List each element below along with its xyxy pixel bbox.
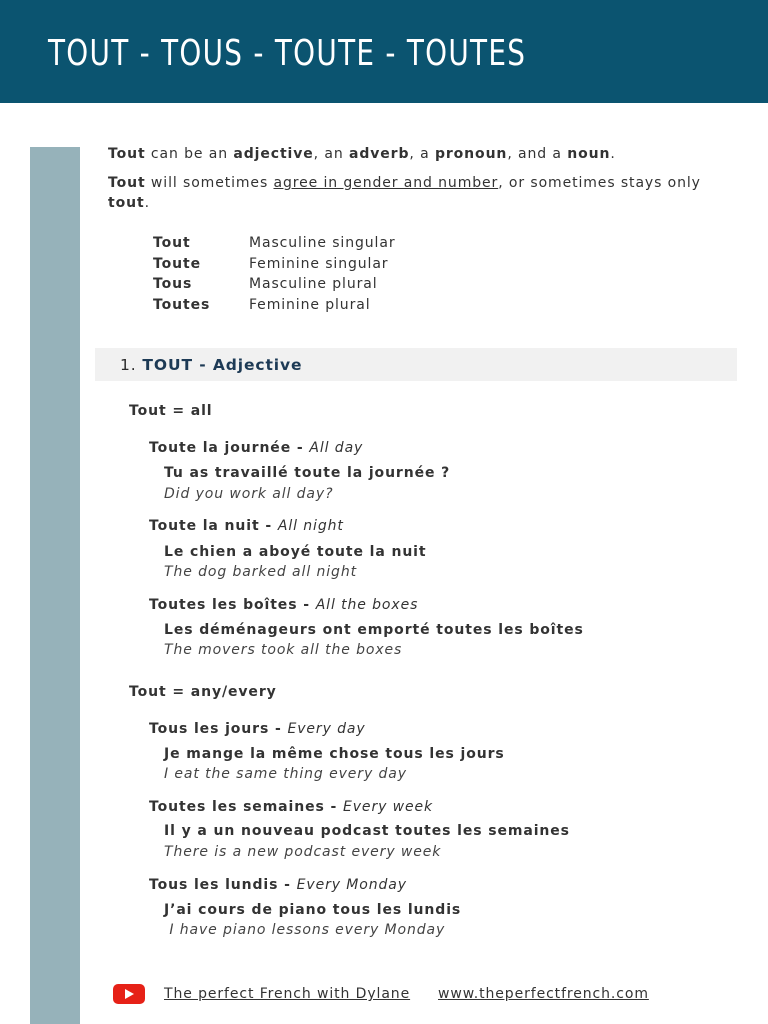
form-word: Tout bbox=[153, 235, 191, 251]
text-segment: pronoun bbox=[434, 146, 508, 162]
text-segment: , an bbox=[313, 146, 349, 162]
phrase-line bbox=[149, 518, 344, 534]
phrase: Toute la journée - bbox=[149, 440, 310, 456]
section-title: TOUT - Adjective bbox=[142, 356, 303, 374]
example-english: Did you work all day? bbox=[164, 486, 334, 502]
form-description: Masculine singular bbox=[249, 235, 396, 251]
website-link[interactable]: www.theperfectfrench.com bbox=[438, 986, 649, 1002]
form-word: Toutes bbox=[153, 296, 211, 313]
section-heading bbox=[120, 356, 302, 374]
form-row bbox=[153, 297, 395, 318]
group-label: Tout = all bbox=[129, 403, 213, 419]
form-description: Feminine singular bbox=[249, 255, 389, 272]
phrase-meaning: All the boxes bbox=[315, 597, 419, 613]
phrase-line bbox=[149, 597, 418, 613]
intro-line-1 bbox=[108, 146, 616, 162]
page-header bbox=[0, 0, 768, 103]
youtube-channel-link[interactable]: The perfect French with Dylane bbox=[164, 986, 411, 1002]
text-segment: noun bbox=[567, 146, 611, 162]
form-word: Toute bbox=[153, 255, 201, 272]
example-french: Les déménageurs ont emporté toutes les boîtes bbox=[164, 622, 584, 638]
group-label: Tout = any/every bbox=[129, 684, 277, 700]
text-segment: , and a bbox=[507, 146, 568, 162]
phrase-meaning: All night bbox=[277, 518, 344, 534]
section-number: 1. bbox=[120, 356, 137, 374]
form-row bbox=[153, 235, 395, 256]
text-segment: agree in gender and number bbox=[273, 175, 499, 191]
text-segment: tout bbox=[108, 195, 145, 211]
phrase: Tous les lundis - bbox=[149, 877, 297, 893]
form-row bbox=[153, 256, 395, 277]
example-english: I have piano lessons every Monday bbox=[164, 922, 446, 938]
example-french: Je mange la même chose tous les jours bbox=[164, 746, 505, 762]
phrase: Toute la nuit - bbox=[149, 518, 278, 534]
intro-line-2 bbox=[108, 175, 701, 191]
example-english: The dog barked all night bbox=[164, 564, 357, 580]
phrase-meaning: Every Monday bbox=[296, 877, 407, 893]
phrase: Toutes les boîtes - bbox=[149, 597, 316, 613]
phrase-line bbox=[149, 721, 366, 737]
example-english: There is a new podcast every week bbox=[164, 844, 442, 860]
page-title: TOUT - TOUS - TOUTE - TOUTES bbox=[48, 33, 527, 74]
phrase-line bbox=[149, 440, 363, 456]
phrase-meaning: Every week bbox=[343, 799, 434, 815]
text-segment: . bbox=[144, 195, 150, 211]
phrase-line bbox=[149, 799, 433, 815]
text-segment: , or sometimes stays only bbox=[498, 175, 701, 191]
example-french: J’ai cours de piano tous les lundis bbox=[164, 902, 462, 918]
youtube-icon[interactable] bbox=[113, 984, 145, 1004]
text-segment: . bbox=[610, 146, 616, 162]
phrase-meaning: Every day bbox=[287, 721, 366, 737]
form-word: Tous bbox=[153, 276, 193, 292]
example-english: The movers took all the boxes bbox=[164, 642, 403, 658]
text-segment: can be an bbox=[145, 146, 234, 162]
phrase: Tous les jours - bbox=[149, 721, 288, 737]
side-accent-bar bbox=[30, 147, 80, 1024]
phrase-meaning: All day bbox=[309, 440, 364, 456]
example-french: Tu as travaillé toute la journée ? bbox=[164, 465, 451, 481]
phrase-line bbox=[149, 877, 407, 893]
text-segment: Tout bbox=[108, 146, 146, 162]
form-description: Feminine plural bbox=[249, 296, 371, 313]
form-row bbox=[153, 276, 395, 297]
intro-line-3 bbox=[108, 195, 150, 211]
text-segment: Tout bbox=[108, 175, 146, 191]
text-segment: , a bbox=[409, 146, 435, 162]
text-segment: will sometimes bbox=[145, 175, 274, 191]
example-english: I eat the same thing every day bbox=[164, 766, 407, 782]
text-segment: adverb bbox=[348, 146, 410, 162]
form-description: Masculine plural bbox=[249, 276, 378, 292]
text-segment: adjective bbox=[233, 146, 314, 162]
forms-table bbox=[153, 235, 395, 317]
phrase: Toutes les semaines - bbox=[149, 799, 343, 815]
example-french: Il y a un nouveau podcast toutes les semaines bbox=[164, 823, 570, 839]
example-french: Le chien a aboyé toute la nuit bbox=[164, 544, 427, 560]
